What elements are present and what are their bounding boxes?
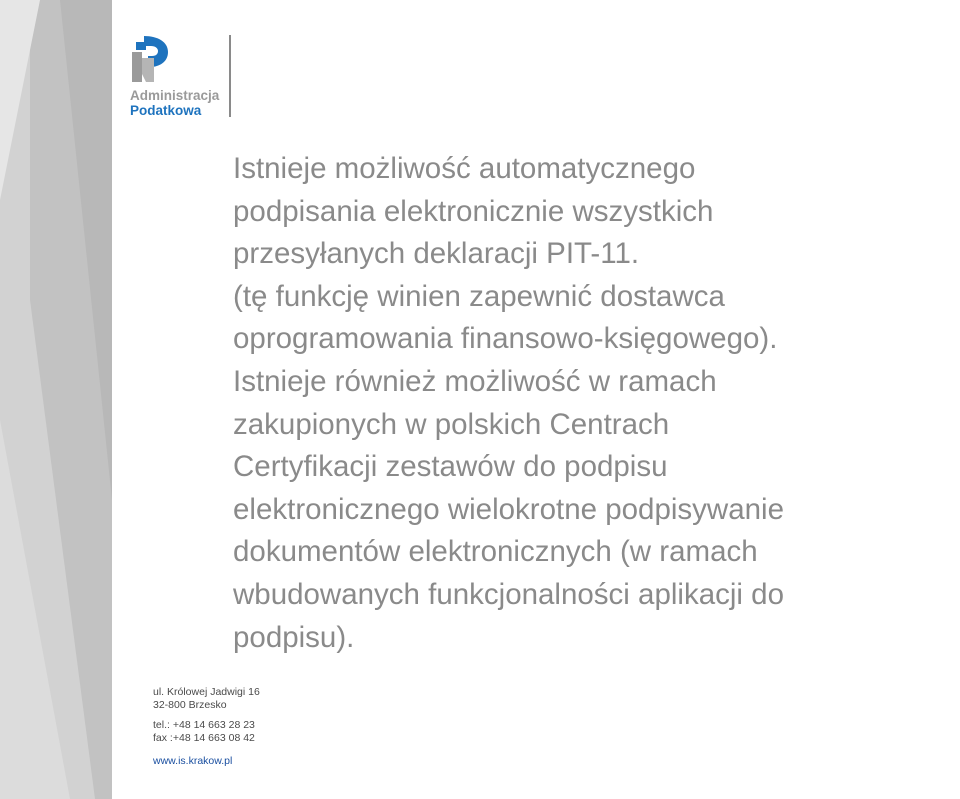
logo-divider [229, 35, 231, 117]
body-line: dokumentów elektronicznych (w ramach [233, 535, 758, 569]
fax-number: fax :+48 14 663 08 42 [153, 732, 255, 744]
body-line: wbudowanych funkcjonalności aplikacji do [233, 577, 784, 611]
body-line: zakupionych w polskich Centrach [233, 407, 670, 441]
main-paragraph [233, 148, 958, 659]
administracja-podatkowa-logo-icon [128, 34, 176, 84]
logo-text [130, 88, 230, 118]
body-line: Certyfikacji zestawów do podpisu [233, 450, 668, 484]
body-line: podpisu). [233, 620, 355, 654]
logo-line-1: Administracja [130, 88, 220, 103]
address-street: ul. Królowej Jadwigi 16 [153, 686, 260, 698]
body-line: elektronicznego wielokrotne podpisywanie [233, 492, 784, 526]
contact-footer [153, 686, 353, 768]
decorative-left-band [0, 0, 112, 799]
address-city: 32-800 Brzesko [153, 699, 227, 711]
decorative-stripes [0, 0, 112, 799]
body-line: (tę funkcję winien zapewnić dostawca [233, 279, 725, 313]
logo [128, 34, 238, 120]
body-line: oprogramowania finansowo-księgowego). [233, 322, 778, 356]
body-line: Istnieje możliwość automatycznego [233, 152, 696, 185]
body-line: podpisania elektronicznie wszystkich [233, 194, 714, 228]
logo-line-2: Podatkowa [130, 103, 202, 118]
website-link[interactable]: www.is.krakow.pl [153, 755, 233, 767]
body-line: przesyłanych deklaracji PIT-11. [233, 237, 640, 271]
phone-number: tel.: +48 14 663 28 23 [153, 719, 255, 731]
body-line: Istnieje również możliwość w ramach [233, 364, 717, 398]
